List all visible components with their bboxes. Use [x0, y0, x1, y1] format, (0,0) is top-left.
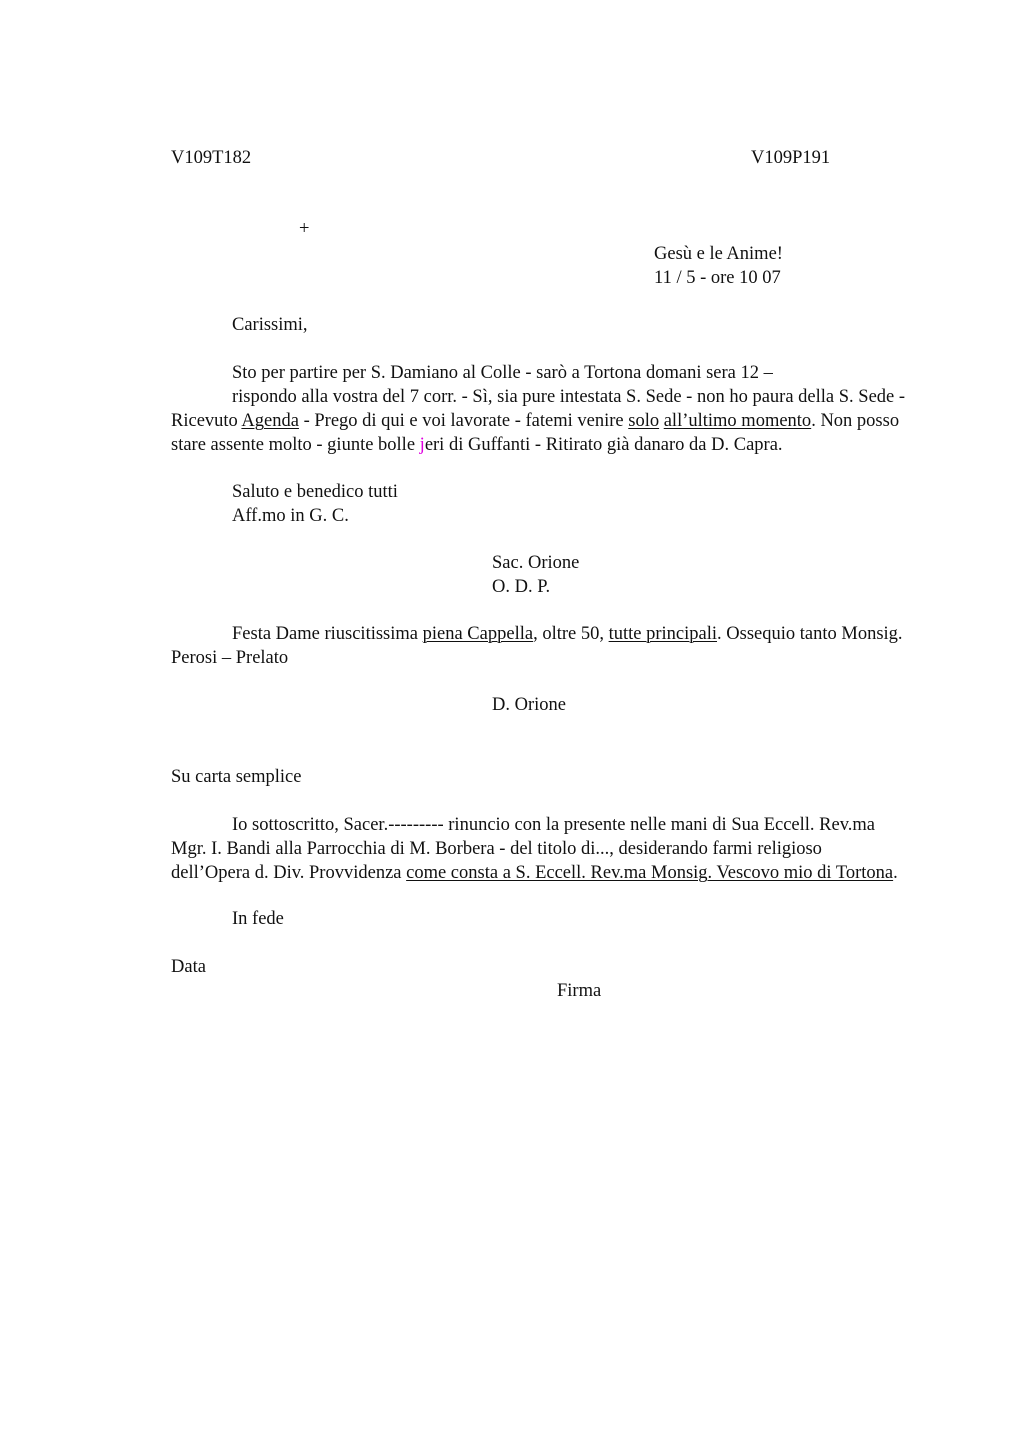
- cross-mark: +: [299, 219, 310, 239]
- form-seg-1: Io sottoscritto, Sacer.--------- rinuncio con la presente nelle mani di Sua Eccell. Rev.ma Mgr. I. Bandi alla Parrocchia di M. Borbera - del titolo di..., desiderando farmi religioso dell’Opera d. Div. Provvidenza: [171, 815, 875, 883]
- body-seg-1: rispondo alla vostra del 7 corr. - Sì, sia pure intestata S. Sede - non ho paura della S. Sede - Ricevuto: [171, 387, 906, 431]
- ps-signature: D. Orione: [492, 695, 566, 715]
- letter-date: 11 / 5 - ore 10 07: [654, 268, 781, 288]
- firma-label: Firma: [557, 981, 602, 1001]
- archive-code-right: V109P191: [751, 148, 831, 168]
- underlined-tutte-principali: tutte principali: [608, 624, 718, 644]
- ps-seg-2: , oltre 50,: [533, 624, 609, 644]
- form-paragraph: [171, 813, 901, 885]
- archive-code-left: V109T182: [171, 148, 252, 168]
- body-seg-4: eri di Guffanti - Ritirato già danaro da D. Capra.: [424, 435, 783, 455]
- body-seg-3: . Non posso stare assente molto - giunte bolle: [171, 411, 900, 455]
- form-seg-2: .: [893, 863, 898, 883]
- closing-greeting: Saluto e benedico tutti: [232, 482, 398, 502]
- underlined-ultimo-momento: all’ultimo momento: [663, 411, 812, 431]
- underlined-agenda: Agenda: [241, 411, 299, 431]
- ps-seg-1: Festa Dame riuscitissima: [232, 624, 423, 644]
- postscript-paragraph: [171, 622, 916, 670]
- underlined-vescovo: come consta a S. Eccell. Rev.ma Monsig. Vescovo mio di Tortona: [406, 863, 894, 883]
- ps-seg-3: . Ossequio tanto Monsig. Perosi – Prelato: [171, 624, 903, 668]
- underlined-piena-cappella: piena Cappella: [422, 624, 534, 644]
- highlighted-letter: j: [419, 435, 425, 455]
- form-heading: Su carta semplice: [171, 767, 302, 787]
- closing-affectionate: Aff.mo in G. C.: [232, 506, 349, 526]
- signature-name: Sac. Orione: [492, 553, 580, 573]
- body-seg-2: - Prego di qui e voi lavorate - fatemi venire: [298, 411, 629, 431]
- data-label: Data: [171, 957, 206, 977]
- signature-order: O. D. P.: [492, 577, 551, 597]
- body-line-1: Sto per partire per S. Damiano al Colle - sarò a Tortona domani sera 12 –: [232, 363, 773, 383]
- salutation: Carissimi,: [232, 315, 308, 335]
- underlined-solo: solo: [628, 411, 660, 431]
- in-fede: In fede: [232, 909, 284, 929]
- body-paragraph: [171, 385, 931, 457]
- motto: Gesù e le Anime!: [654, 244, 783, 264]
